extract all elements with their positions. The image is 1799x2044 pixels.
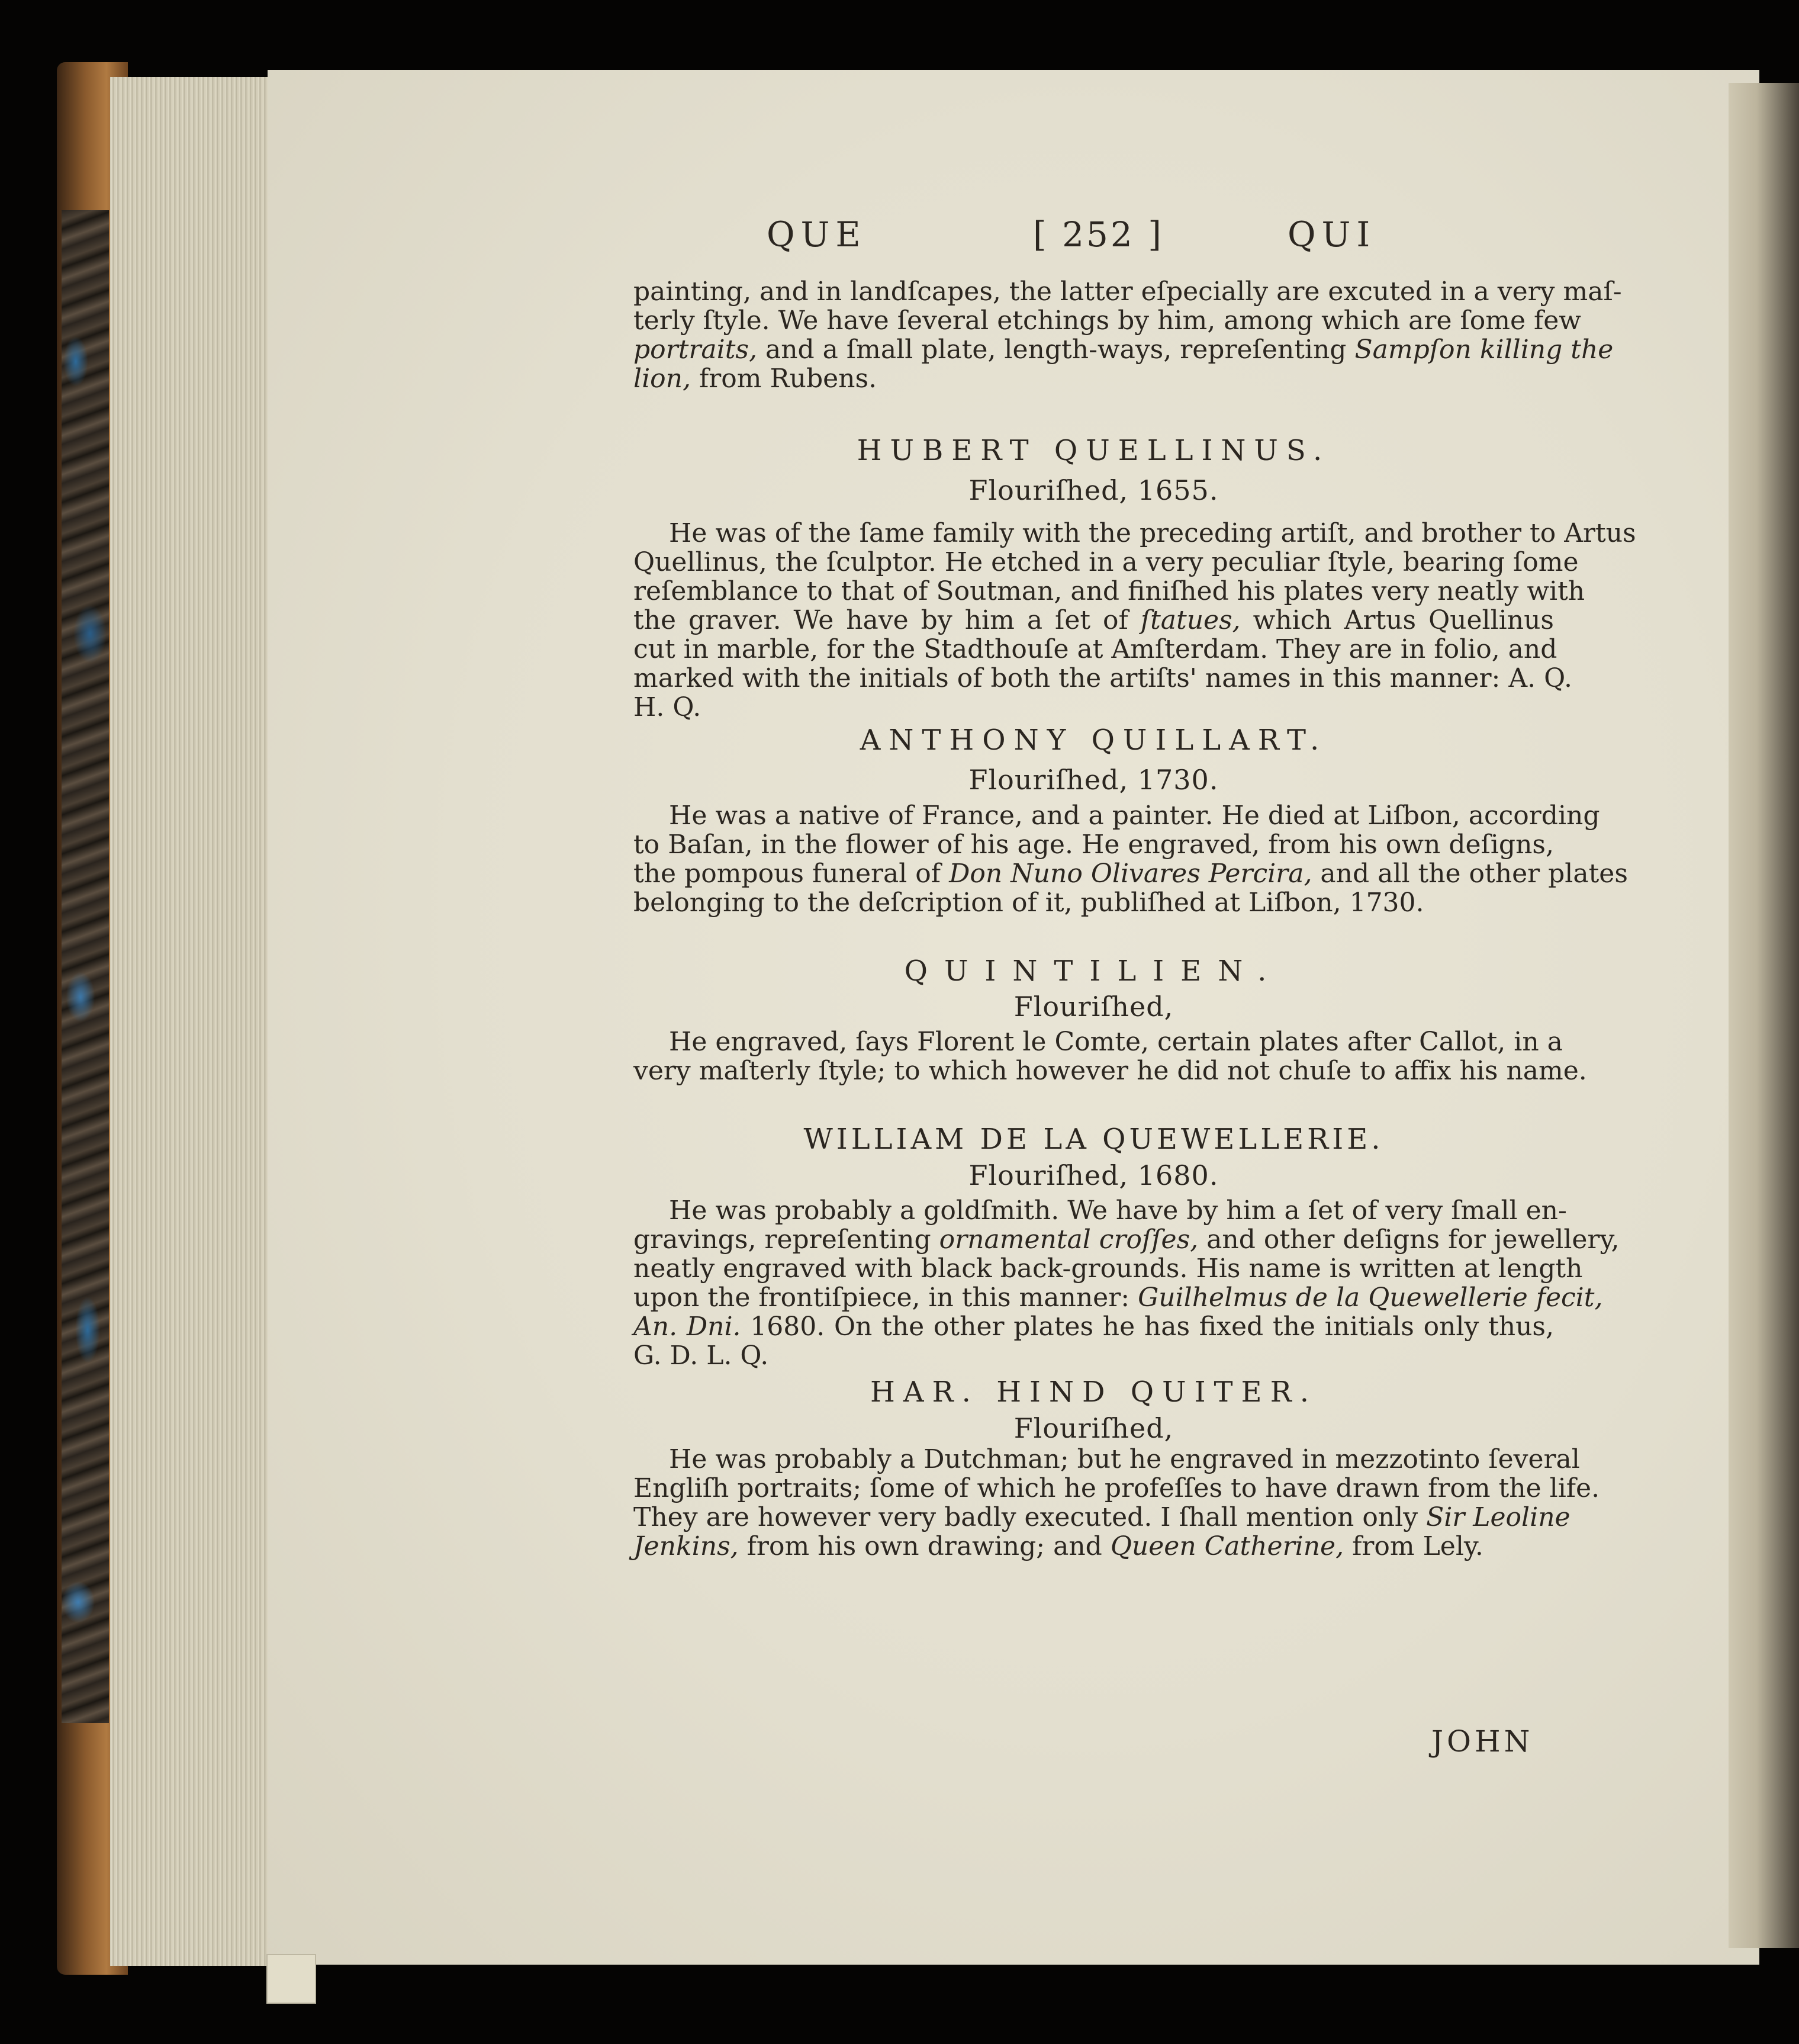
text-line: belonging to the deſcription of it, publiſhed at Liſbon, 1730.: [633, 888, 1424, 918]
entry-paragraph: [633, 518, 1636, 722]
text-line: He was a native of France, and a painter. He died at Liſbon, according: [669, 801, 1600, 831]
text-line: gravings, repreſenting ornamental croſſes, and other deſigns for jewellery,: [633, 1225, 1620, 1255]
text-line: He was probably a goldſmith. We have by him a ſet of very ſmall en-: [669, 1195, 1567, 1226]
text-line: painting, and in landſcapes, the latter eſpecially are excuted in a very maſ-: [633, 277, 1622, 307]
text-line: lion, from Rubens.: [633, 364, 877, 394]
text-line: H. Q.: [633, 692, 701, 722]
entry-heading-william-de-la-quewellerie: WILLIAM DE LA QUEWELLERIE.: [803, 1123, 1384, 1156]
text-line: terly ſtyle. We have ſeveral etchings by him, among which are ſome few: [633, 306, 1581, 336]
entry-paragraph: [633, 1444, 1600, 1561]
text-line: Engliſh portraits; ſome of which he profeſſes to have drawn from the life.: [633, 1473, 1600, 1503]
entry-paragraph: [633, 1195, 1620, 1371]
text-line: marked with the initials of both the artiſts' names in this manner: A. Q.: [633, 663, 1572, 693]
entry-heading-quintilien: QUINTILIEN.: [904, 954, 1283, 988]
entry-heading-anthony-quillart: ANTHONY QUILLART.: [860, 724, 1328, 757]
entry-heading-har-hind-quiter: HAR. HIND QUITER.: [870, 1375, 1317, 1409]
text-line: Quellinus, the ſculptor. He etched in a very peculiar ſtyle, bearing ſome: [633, 547, 1579, 577]
text-line: to Baſan, in the flower of his age. He engraved, from his own deſigns,: [633, 830, 1554, 860]
entry-paragraph: [633, 801, 1628, 918]
catchword: JOHN: [1431, 1724, 1534, 1759]
text-line: very maſterly ſtyle; to which however he did not chuſe to affix his name.: [633, 1056, 1587, 1086]
marbled-endpaper: [62, 210, 109, 1723]
entry-flourished: Flouriſhed, 1730.: [968, 764, 1219, 796]
text-line: portraits, and a ſmall plate, length-ways, repreſenting Sampſon killing the: [633, 335, 1614, 365]
text-line: Jenkins, from his own drawing; and Queen Catherine, from Lely.: [633, 1531, 1483, 1561]
text-line: He was of the ſame family with the preceding artiſt, and brother to Artus: [669, 518, 1636, 548]
entry-flourished: Flouriſhed,: [1013, 991, 1174, 1023]
text-line: An. Dni. 1680. On the other plates he has fixed the initials only thus,: [633, 1312, 1554, 1342]
text-line: He engraved, ſays Florent le Comte, certain plates after Callot, in a: [669, 1027, 1563, 1057]
text-line: upon the frontiſpiece, in this manner: Guilhelmus de la Quewellerie fecit,: [633, 1283, 1603, 1313]
entry-flourished: Flouriſhed,: [1013, 1412, 1174, 1444]
text-line: He was probably a Dutchman; but he engraved in mezzotinto ſeveral: [669, 1444, 1580, 1474]
page-tab-marker: [266, 1954, 316, 2004]
intro-paragraph: [633, 277, 1622, 394]
text-line: the graver. We have by him a ſet of ſtatues, which Artus Quellinus: [633, 605, 1554, 635]
entry-flourished: Flouriſhed, 1680.: [968, 1159, 1219, 1191]
text-line: neatly engraved with black back-grounds. His name is written at length: [633, 1254, 1583, 1284]
entry-heading-hubert-quellinus: HUBERT QUELLINUS.: [857, 434, 1331, 467]
running-header-left: QUE: [767, 214, 867, 255]
text-line: reſemblance to that of Soutman, and finiſhed his plates very neatly with: [633, 576, 1585, 606]
text-line: They are however very badly executed. I ſhall mention only Sir Leoline: [633, 1502, 1570, 1532]
text-line: the pompous funeral of Don Nuno Olivares Percira, and all the other plates: [633, 859, 1628, 889]
entry-paragraph: [633, 1027, 1587, 1086]
entry-flourished: Flouriſhed, 1655.: [968, 474, 1219, 506]
text-line: G. D. L. Q.: [633, 1341, 769, 1371]
text-line: cut in marble, for the Stadthouſe at Amſterdam. They are in folio, and: [633, 634, 1557, 664]
page-edges: [110, 77, 272, 1966]
facing-page-edge: [1729, 83, 1799, 1948]
page-number: [ 252 ]: [1033, 214, 1164, 255]
running-header-right: QUI: [1288, 214, 1376, 255]
